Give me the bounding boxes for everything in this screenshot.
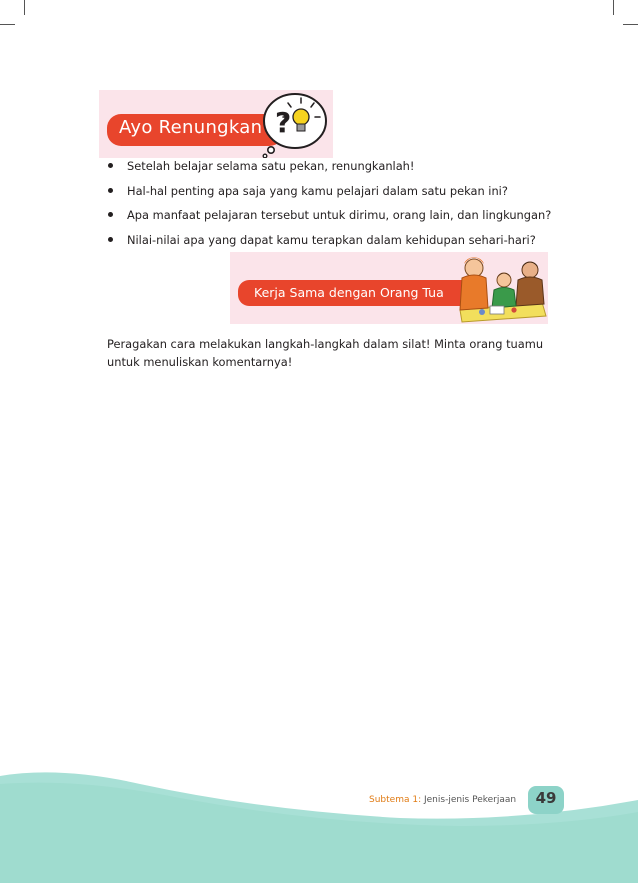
crop-mark — [0, 24, 15, 25]
subtheme-title: Jenis-jenis Pekerjaan — [423, 795, 517, 805]
instruction-text: Peragakan cara melakukan langkah-langkah dalam silat! Minta orang tuamu untuk menuliskan komentarnya! — [107, 337, 544, 369]
svg-text:?: ? — [275, 106, 292, 139]
question-text: Hal-hal penting apa saja yang kamu pelajari dalam satu pekan ini? — [127, 183, 508, 198]
question-lightbulb-icon — [257, 90, 331, 158]
question-text: Setelah belajar selama satu pekan, renungkanlah! — [127, 159, 415, 173]
ayo-renungkan-banner — [99, 90, 333, 158]
family-studying-illustration — [452, 252, 548, 324]
crop-mark — [613, 0, 614, 15]
kerja-sama-banner — [230, 252, 548, 324]
subtheme-label: Subtema 1: — [369, 795, 422, 805]
banner-title: Kerja Sama dengan Orang Tua — [254, 285, 444, 300]
question-text: Nilai-nilai apa yang dapat kamu terapkan dalam kehidupan sehari-hari? — [127, 232, 536, 247]
bullet — [108, 163, 113, 168]
bullet — [108, 212, 113, 217]
list-item — [107, 182, 567, 207]
footer-subtheme — [369, 795, 516, 805]
list-item — [107, 206, 567, 231]
banner-title: Ayo Renungkan — [119, 117, 263, 138]
crop-mark — [24, 0, 25, 15]
page-number: 49 — [535, 789, 557, 807]
reflection-questions — [107, 157, 567, 255]
crop-mark — [623, 24, 638, 25]
bullet — [108, 237, 113, 242]
bullet — [108, 188, 113, 193]
list-item — [107, 157, 567, 182]
question-text: Apa manfaat pelajaran tersebut untuk dirimu, orang lain, dan lingkungan? — [127, 208, 552, 222]
